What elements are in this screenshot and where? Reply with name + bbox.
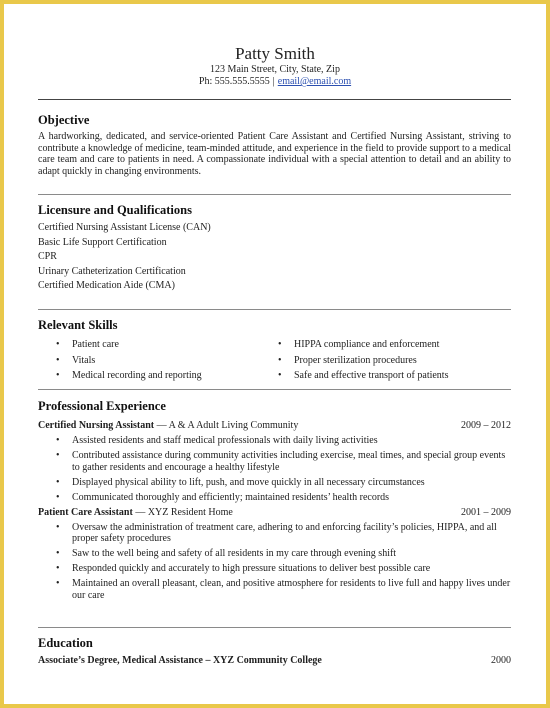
applicant-name: Patty Smith <box>235 44 315 63</box>
experience-heading: Professional Experience <box>38 399 166 413</box>
header-divider <box>38 99 511 100</box>
objective-section <box>38 112 511 177</box>
skills-section <box>38 317 511 384</box>
job-duty: • Assisted residents and staff medical professionals with daily living activities <box>56 435 511 447</box>
job-title: Patient Care Assistant <box>38 506 133 518</box>
contact-separator: | <box>272 76 275 87</box>
licensure-item: Certified Medication Aide (CMA) <box>38 280 175 291</box>
experience-section <box>38 398 511 605</box>
skills-heading: Relevant Skills <box>38 318 118 332</box>
section-divider <box>38 389 511 390</box>
job-title: Certified Nursing Assistant <box>38 420 155 431</box>
resume-header <box>4 44 546 88</box>
education-section <box>38 635 511 667</box>
graduation-year: 2000 <box>491 655 511 666</box>
skill-item: • Proper sterilization procedures <box>278 353 448 369</box>
licensure-item: Urinary Catheterization Certification <box>38 265 186 277</box>
job-duty: • Saw to the well being and safety of all residents in my care through evening shift <box>56 548 511 560</box>
degree-text: Associate’s Degree, Medical Assistance – XYZ Community College <box>38 655 322 666</box>
job-duty: • Responded quickly and accurately to high pressure situations to deliver best possible care <box>56 563 511 575</box>
job-duty: • Contributed assistance during community activities including exercise, meal times, and special group events to gather residents and encourage a healthy lifestyle <box>56 450 511 473</box>
resume-page <box>4 4 546 704</box>
address-line: 123 Main Street, City, State, Zip <box>210 64 340 75</box>
skills-list-right <box>278 337 448 384</box>
objective-text: A hardworking, dedicated, and service-oriented Patient Care Assistant and Certified Nursing Assistant, striving to contribute a knowledge of medicine, team-minded attitude, and experience in the field to provide support to a medical care team and care to patients in need. A compassionate individual with a special attention to detail and an ability to adapt quickly in changing environments. <box>38 131 511 177</box>
section-divider <box>38 194 511 195</box>
licensure-item: CPR <box>38 251 57 262</box>
job-duty: • Displayed physical ability to lift, push, and move quickly in all necessary circumstances <box>56 477 511 489</box>
section-divider <box>38 309 511 310</box>
job-duties-list <box>38 522 511 602</box>
contact-line <box>4 76 546 88</box>
job-employer: — XYZ Resident Home <box>132 506 233 518</box>
education-heading: Education <box>38 636 93 650</box>
job-header <box>38 420 511 432</box>
section-divider <box>38 627 511 628</box>
education-row <box>38 655 511 667</box>
job-dates: 2009 – 2012 <box>461 420 511 431</box>
objective-heading: Objective <box>38 113 90 127</box>
skill-item: • Safe and effective transport of patients <box>278 368 448 384</box>
job-employer: — A & A Adult Living Community <box>154 420 299 431</box>
job-duty: • Oversaw the administration of treatment care, adhering to and enforcing facility’s policies, HIPPA, and all proper safety procedures <box>56 522 511 545</box>
job-duty: • Communicated thoroughly and efficiently; maintained residents’ health records <box>56 492 511 504</box>
job-duty: • Maintained an overall pleasant, clean, and positive atmosphere for residents to live full and happy lives under our care <box>56 578 511 601</box>
phone-number: Ph: 555.555.5555 <box>198 76 270 87</box>
job-header <box>38 507 511 519</box>
licensure-section <box>38 202 511 294</box>
skill-item: • Vitals <box>56 353 278 369</box>
job-dates: 2001 – 2009 <box>461 506 511 518</box>
job-duties-list <box>38 435 511 503</box>
skill-item: • Medical recording and reporting <box>56 368 278 384</box>
licensure-item: Certified Nursing Assistant License (CAN) <box>38 222 211 233</box>
skills-list-left <box>38 337 278 384</box>
skill-item: • Patient care <box>56 337 278 353</box>
licensure-heading: Licensure and Qualifications <box>38 203 192 217</box>
email-link[interactable]: email@email.com <box>277 76 352 87</box>
licensure-item: Basic Life Support Certification <box>38 236 167 248</box>
skill-item: • HIPPA compliance and enforcement <box>278 337 448 353</box>
